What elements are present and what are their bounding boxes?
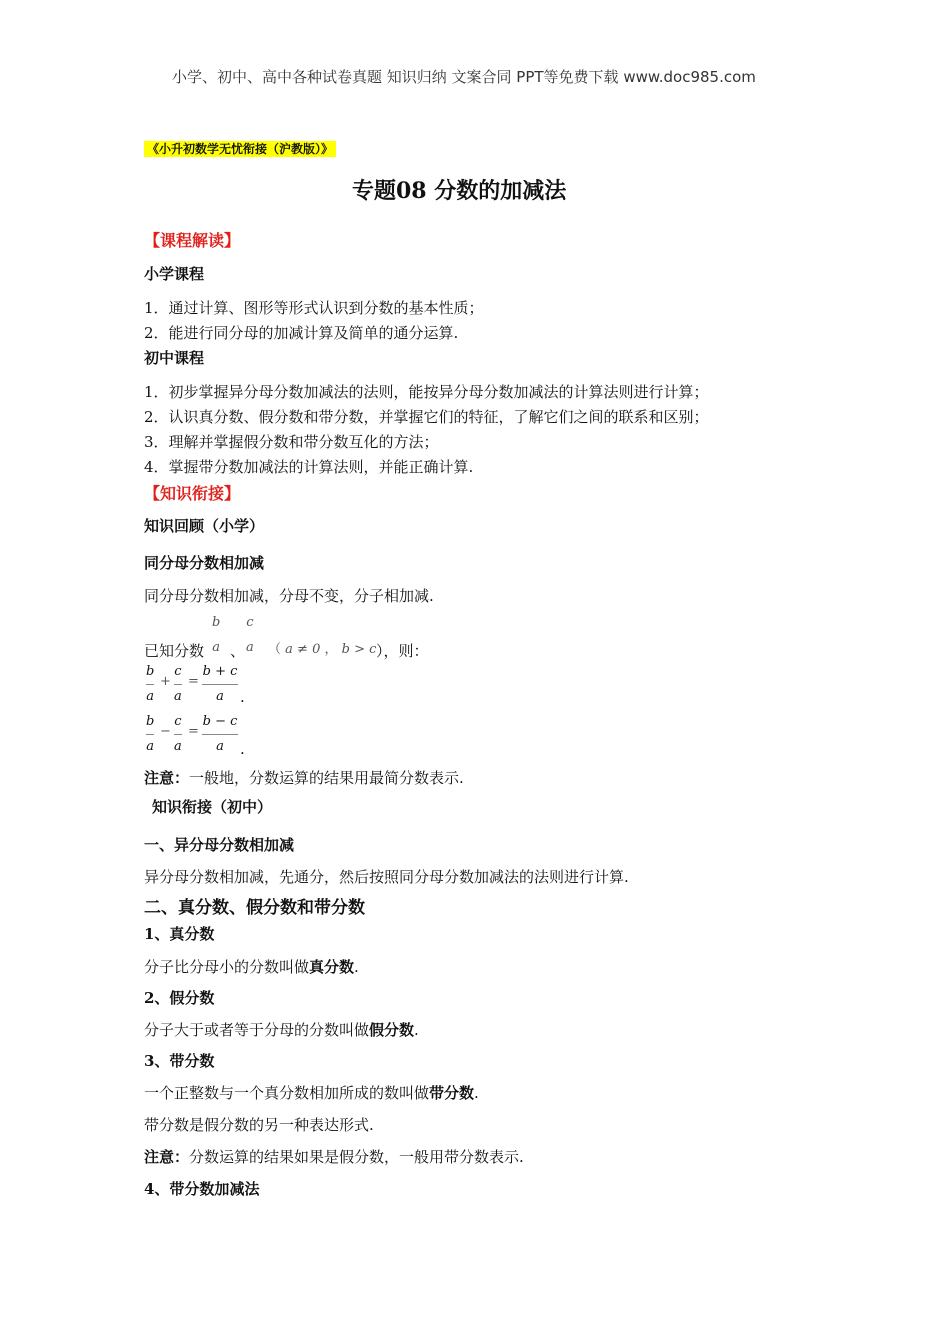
separator: 、	[230, 642, 246, 660]
mixed-number-heading: 3、带分数	[144, 1052, 215, 1070]
condition-a-nonzero: a ≠ 0	[285, 642, 321, 657]
proper-fraction-def	[144, 956, 359, 977]
note-improper	[144, 1146, 524, 1167]
def-term: 假分数	[369, 1021, 415, 1039]
period: .	[240, 688, 245, 706]
page-title: 专题08 分数的加减法	[352, 178, 567, 204]
series-tag	[144, 138, 336, 157]
part2-heading: 二、真分数、假分数和带分数	[144, 898, 365, 918]
paren-open: （	[268, 642, 282, 657]
sum-frac-1	[146, 663, 154, 706]
fraction-numerator: c	[246, 615, 254, 630]
primary-item-1: 1．通过计算、图形等形式认识到分数的基本性质；	[144, 299, 484, 317]
condition-close: ），则：	[376, 642, 429, 660]
denominator: a	[216, 739, 224, 754]
fraction-b-over-a	[212, 614, 220, 657]
note-label: 注意：	[144, 769, 190, 787]
middle-item-1: 1．初步掌握异分母分数加减法的法则，能按异分母分数加减法的计算法则进行计算；	[144, 383, 709, 401]
denominator: a	[146, 689, 155, 704]
same-denom-rule: 同分母分数相加减，分母不变，分子相加减.	[144, 587, 434, 605]
def-text: 分子比分母小的分数叫做	[144, 958, 310, 976]
diff-frac-1	[146, 713, 154, 756]
denominator: a	[146, 739, 155, 754]
def-term: 真分数	[309, 958, 355, 976]
mixed-add-sub-heading: 4、带分数加减法	[144, 1180, 260, 1198]
def-term: 带分数	[429, 1084, 475, 1102]
fraction-denominator: a	[212, 640, 221, 655]
note-simplest	[144, 767, 464, 788]
site-header: 小学、初中、高中各种试卷真题 知识归纳 文案合同 PPT等免费下载 www.doc985.com	[172, 68, 756, 86]
minus-sign: −	[160, 724, 171, 739]
improper-fraction-def	[144, 1019, 419, 1040]
primary-item-2: 2．能进行同分母的加减计算及简单的通分运算.	[144, 324, 459, 342]
link-middle-heading: 知识衔接（初中）	[152, 798, 273, 816]
fraction-c-over-a	[246, 614, 254, 657]
sum-result	[202, 663, 238, 706]
numerator: b + c	[202, 664, 238, 679]
known-prefix: 已知分数	[144, 642, 205, 660]
mixed-number-text2: 带分数是假分数的另一种表达形式.	[144, 1116, 374, 1134]
numerator: b	[146, 664, 155, 679]
period: .	[240, 740, 245, 758]
middle-course-heading: 初中课程	[144, 349, 205, 367]
equals-sign: =	[188, 724, 199, 739]
fraction-numerator: b	[212, 615, 221, 630]
numerator: c	[174, 714, 182, 729]
condition-b-gt-c: b > c	[341, 642, 377, 657]
primary-course-heading: 小学课程	[144, 265, 205, 283]
course-reading-heading: 【课程解读】	[144, 231, 241, 250]
diff-frac-2	[174, 713, 182, 756]
denominator: a	[174, 739, 182, 754]
note-text: 一般地，分数运算的结果用最简分数表示.	[189, 769, 464, 787]
middle-item-2: 2．认识真分数、假分数和带分数，并掌握它们的特征，了解它们之间的联系和区别；	[144, 408, 709, 426]
review-primary-heading: 知识回顾（小学）	[144, 517, 265, 535]
series-tag-text: 《小升初数学无忧衔接（沪教版）》	[144, 141, 336, 157]
fraction-denominator: a	[246, 640, 254, 655]
part1-heading: 一、异分母分数相加减	[144, 836, 295, 854]
same-denom-heading: 同分母分数相加减	[144, 554, 265, 572]
def-end: .	[414, 1021, 419, 1039]
denominator: a	[216, 689, 224, 704]
plus-sign: +	[160, 674, 171, 689]
numerator: b	[146, 714, 155, 729]
denominator: a	[174, 689, 182, 704]
middle-item-4: 4．掌握带分数加减法的计算法则，并能正确计算.	[144, 458, 474, 476]
def-text: 分子大于或者等于分母的分数叫做	[144, 1021, 370, 1039]
improper-fraction-heading: 2、假分数	[144, 989, 215, 1007]
comma: ，	[324, 642, 338, 657]
mixed-number-def	[144, 1082, 479, 1103]
diff-result	[202, 713, 238, 756]
knowledge-link-heading: 【知识衔接】	[144, 484, 241, 503]
def-text: 一个正整数与一个真分数相加所成的数叫做	[144, 1084, 430, 1102]
def-end: .	[354, 958, 359, 976]
note-text: 分数运算的结果如果是假分数，一般用带分数表示.	[189, 1148, 524, 1166]
proper-fraction-heading: 1、真分数	[144, 925, 215, 943]
sum-frac-2	[174, 663, 182, 706]
middle-item-3: 3．理解并掌握假分数和带分数互化的方法；	[144, 433, 439, 451]
numerator: b − c	[202, 714, 238, 729]
condition-group	[268, 638, 376, 657]
note-label: 注意：	[144, 1148, 190, 1166]
def-end: .	[474, 1084, 479, 1102]
numerator: c	[174, 664, 182, 679]
part1-text: 异分母分数相加减，先通分，然后按照同分母分数加减法的法则进行计算.	[144, 868, 629, 886]
equals-sign: =	[188, 674, 199, 689]
